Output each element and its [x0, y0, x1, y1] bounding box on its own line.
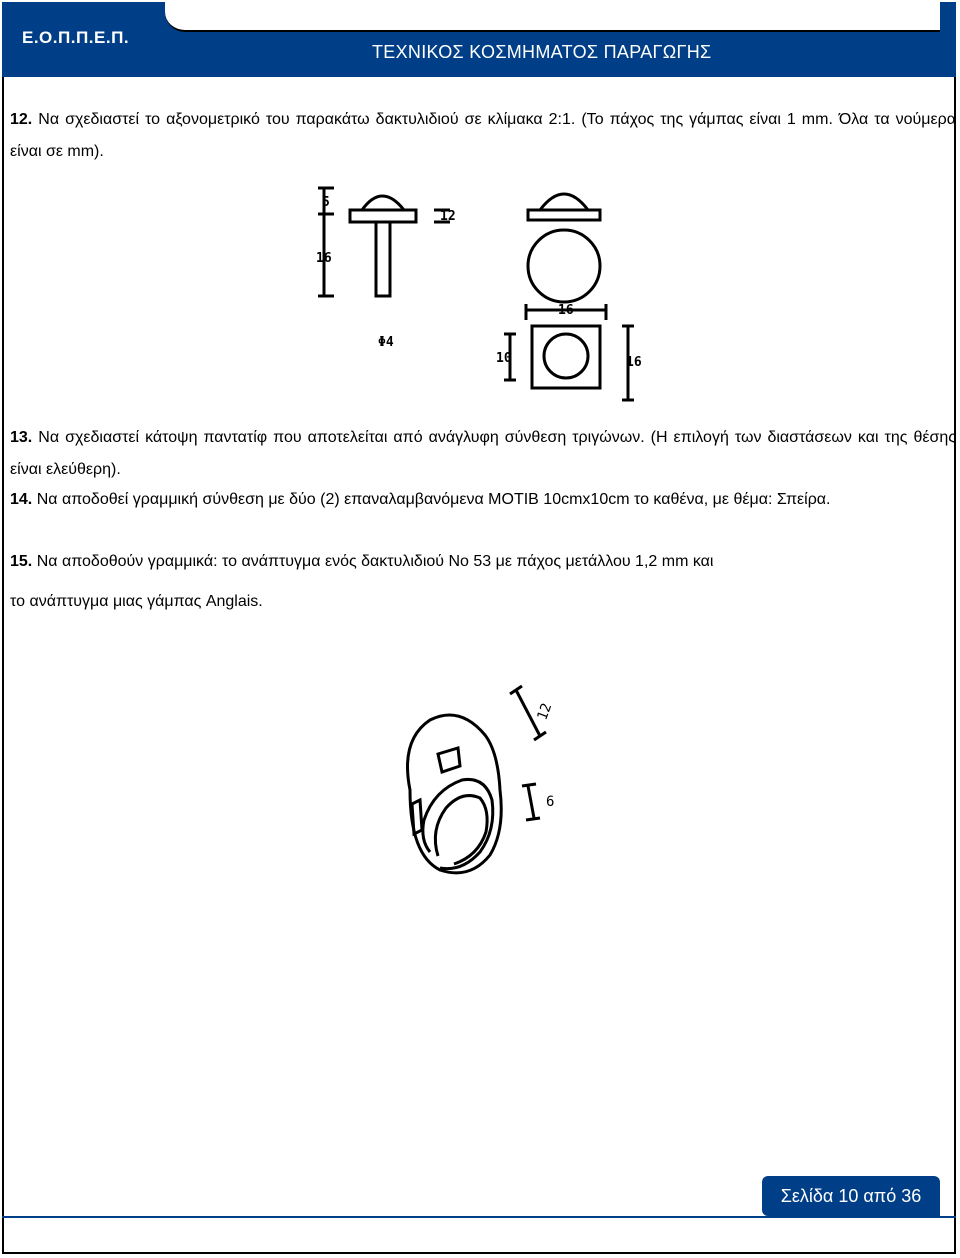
header-title: ΤΕΧΝΙΚΟΣ ΚΟΣΜΗΜΑΤΟΣ ΠΑΡΑΓΩΓΗΣ — [372, 42, 712, 62]
dim-label-side: 16 — [316, 251, 332, 266]
item-15 — [10, 546, 956, 578]
item-text: Να αποδοθεί γραμμική σύνθεση με δύο (2) επαναλαμβανόμενα ΜΟΤΙΒ 10cmx10cm το καθένα, με θέμα: Σπείρα. — [36, 491, 831, 508]
item-13 — [10, 422, 956, 486]
item-text: Να αποδοθούν γραμμικά: το ανάπτυγμα ενός δακτυλιδιού Νο 53 με πάχος μετάλλου 1,2 mm και — [36, 553, 714, 570]
page-number: Σελίδα 10 από 36 — [762, 1176, 940, 1216]
header-cutout — [165, 2, 940, 32]
dim-label-square-right: 16 — [626, 355, 642, 370]
item-text: Να σχεδιαστεί το αξονομετρικό του παρακάτω δακτυλιδιού σε κλίμακα 2:1. (Το πάχος της γάμπας είναι 1 mm. Όλα τα νούμερα είναι σε mm). — [10, 111, 957, 160]
dim-label-foot: Φ4 — [378, 335, 394, 350]
dim-label-top: 5 — [322, 195, 330, 210]
item-number: 15. — [10, 553, 33, 570]
item-12 — [10, 104, 956, 168]
item-text: το ανάπτυγμα μιας γάμπας Anglais. — [10, 593, 263, 610]
dim-label-square-top: 16 — [558, 303, 574, 318]
footer-line — [2, 1216, 956, 1218]
sketch-dim-b: 6 — [546, 794, 555, 810]
item-number: 12. — [10, 111, 33, 128]
item-15-continued — [10, 586, 956, 618]
sketch-dim-a: 12 — [534, 701, 556, 723]
item-text: Να σχεδιαστεί κάτοψη παντατίφ που αποτελείται από ανάγλυφη σύνθεση τριγώνων. (Η επιλογή των διαστάσεων και της θέσης είναι ελεύθερη). — [10, 429, 956, 478]
item-number: 13. — [10, 429, 33, 446]
dim-label-cap: 12 — [440, 209, 456, 224]
ring-sketch — [390, 680, 580, 890]
item-14 — [10, 484, 956, 516]
header-organization: Ε.Ο.Π.Π.Ε.Π. — [22, 28, 130, 47]
dim-label-square-left: 10 — [496, 351, 512, 366]
ring-technical-drawing — [300, 180, 660, 410]
item-number: 14. — [10, 491, 33, 508]
